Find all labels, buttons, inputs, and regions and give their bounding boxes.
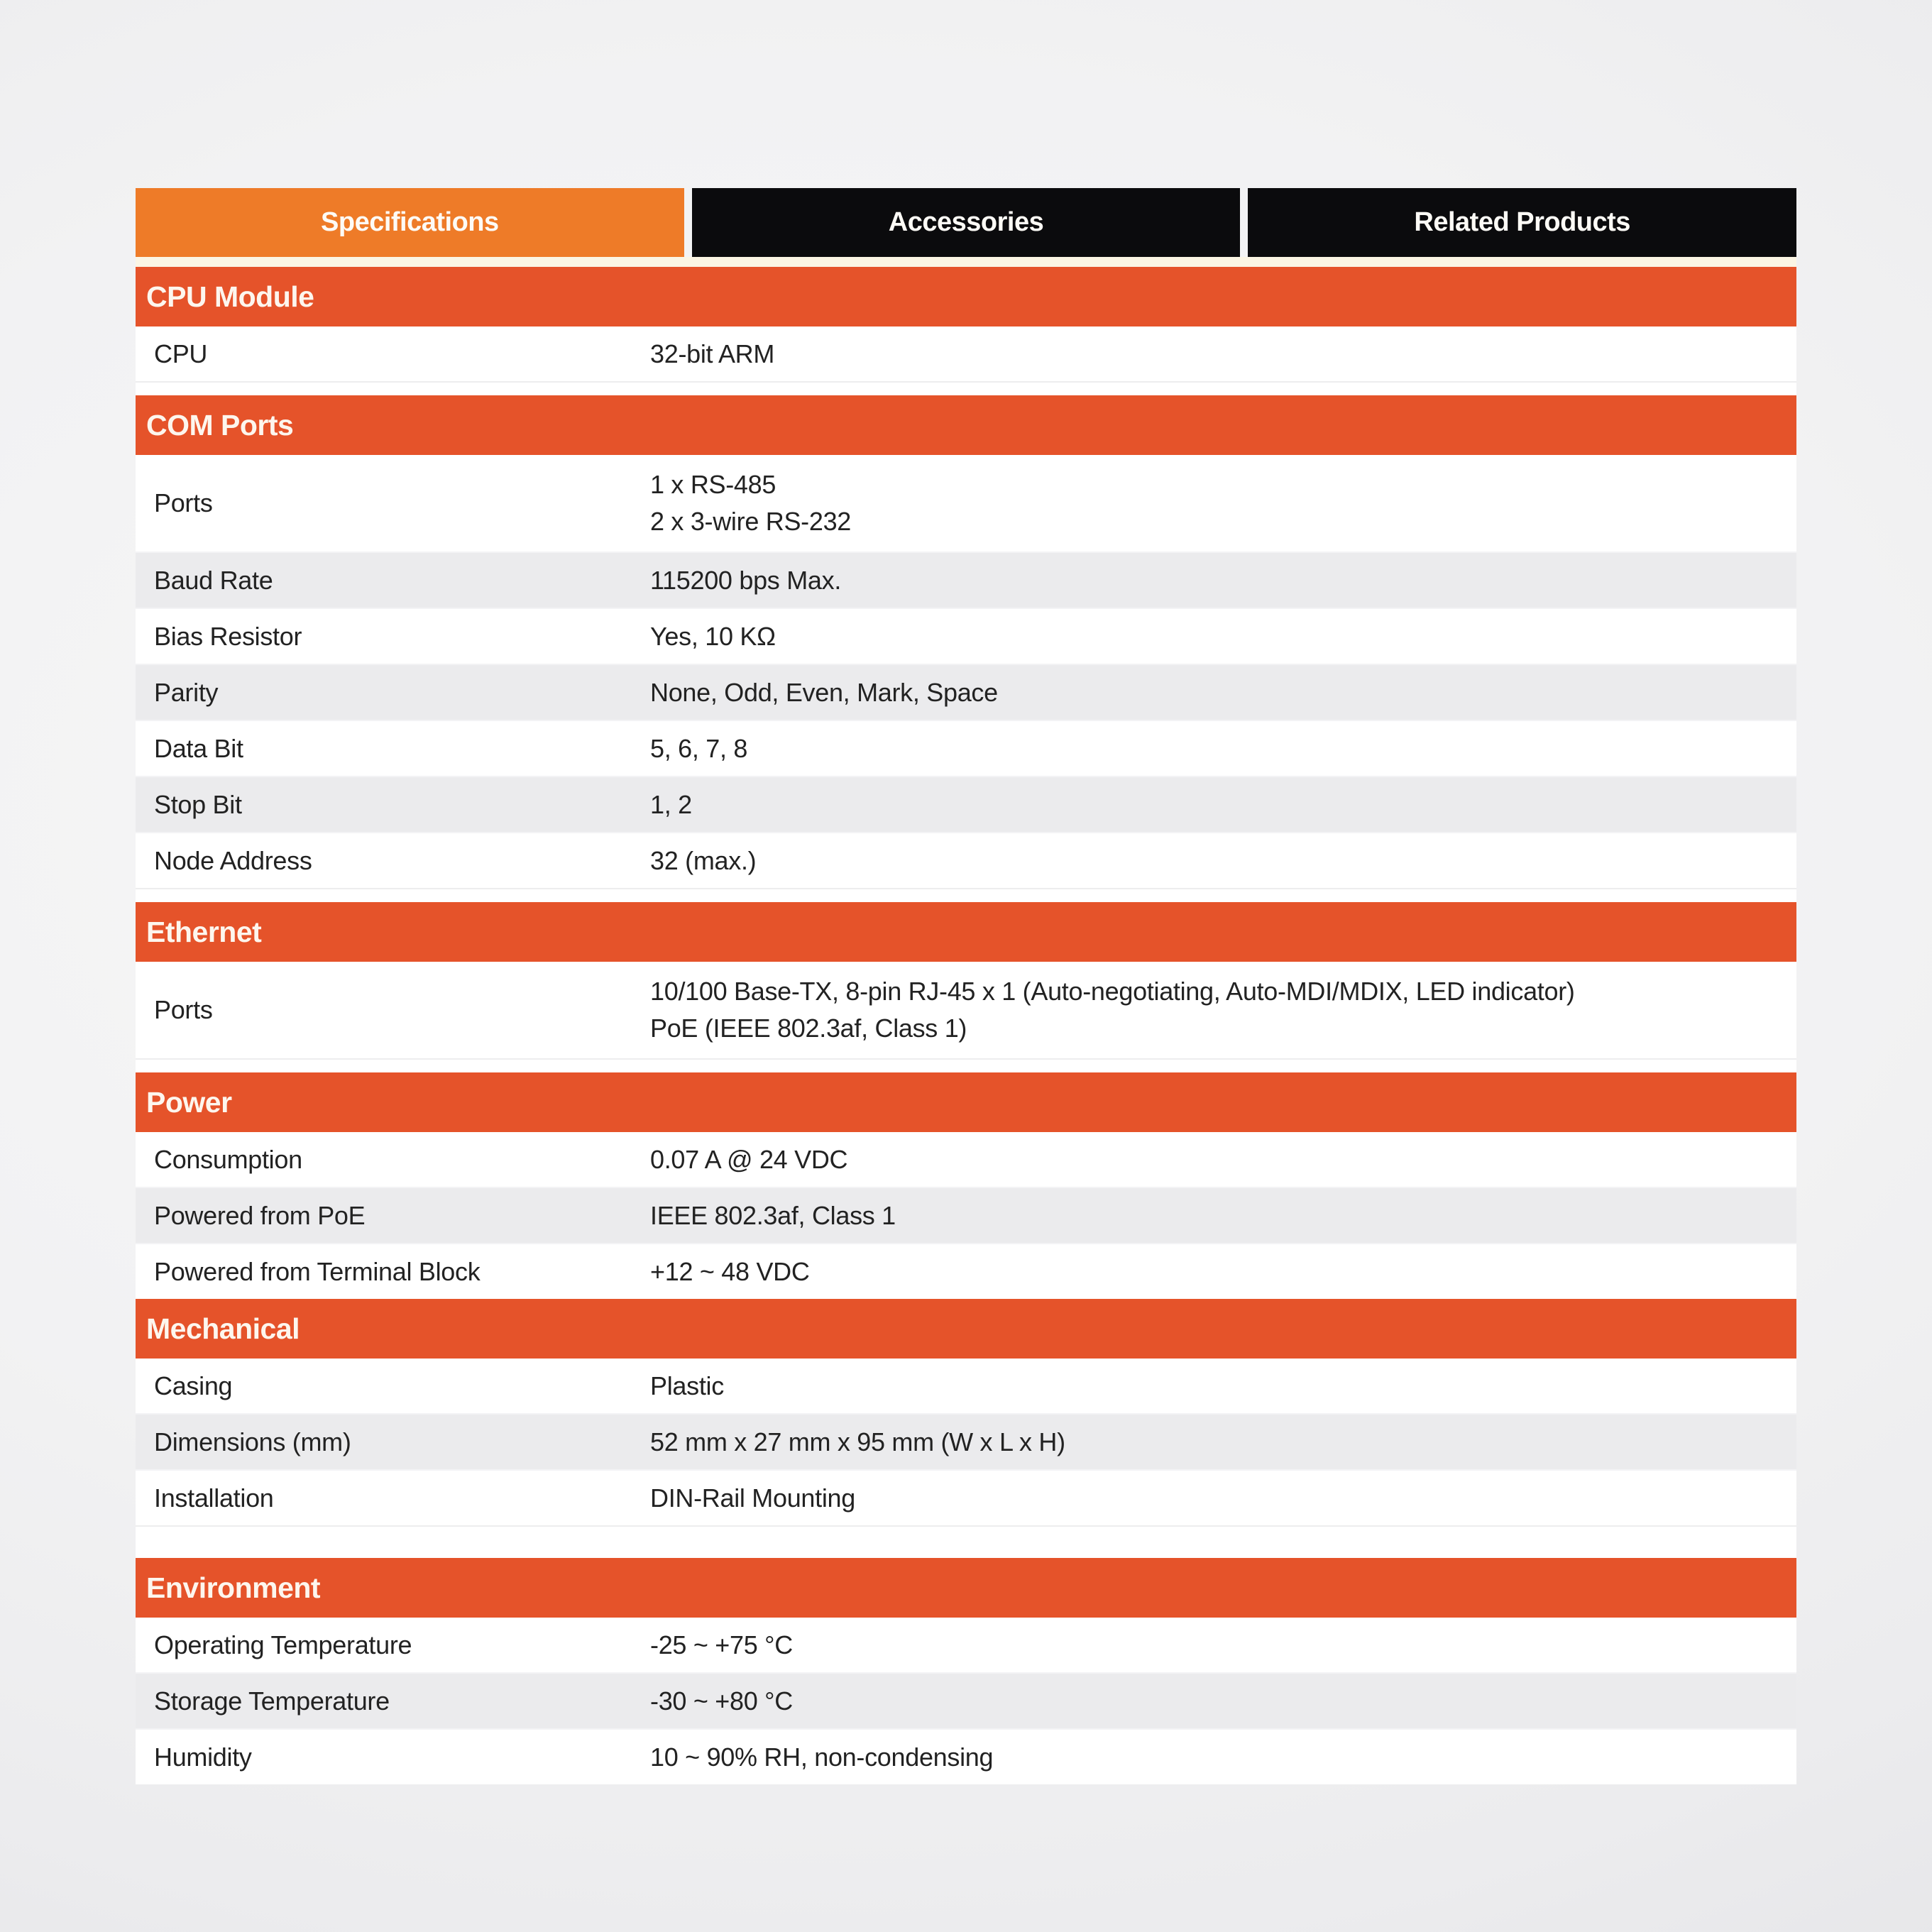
section-rows [136,1359,1796,1558]
tab-specifications[interactable]: Specifications [136,188,684,257]
tab-related-products[interactable]: Related Products [1248,188,1796,257]
row-casing [136,1359,1796,1413]
row-value-line: 32 (max.) [650,845,757,875]
section-ethernet [136,902,1796,1072]
row-value-line: 5, 6, 7, 8 [650,733,748,763]
row-value [650,336,1796,373]
row-value-line: Yes, 10 KΩ [650,621,776,651]
section-cpu-module [136,267,1796,395]
row-value-line: 10/100 Base-TX, 8-pin RJ-45 x 1 (Auto-negotiating, Auto-MDI/MDIX, LED indicator) [650,977,1575,1006]
row-node-address [136,833,1796,889]
row-powered-from-terminal-block [136,1244,1796,1299]
row-powered-from-poe [136,1187,1796,1244]
section-header: CPU Module [136,267,1796,326]
row-label: Ports [154,488,213,517]
section-header: Power [136,1072,1796,1132]
product-spec-panel [136,188,1796,1784]
section-rows [136,1132,1796,1299]
row-value [650,1739,1796,1776]
section-rows [136,455,1796,902]
row-consumption [136,1132,1796,1187]
row-label: Node Address [154,845,312,875]
row-installation [136,1471,1796,1527]
row-label: Casing [154,1371,233,1400]
row-value-line: 52 mm x 27 mm x 95 mm (W x L x H) [650,1427,1065,1456]
row-stop-bit [136,776,1796,833]
row-label: Powered from PoE [154,1200,366,1230]
row-value [650,466,1796,540]
row-label: Installation [154,1483,274,1513]
row-value-line: PoE (IEEE 802.3af, Class 1) [650,1014,967,1043]
row-value [650,1368,1796,1405]
row-value [650,786,1796,823]
row-storage-temperature [136,1672,1796,1730]
row-value [650,1480,1796,1517]
row-bias-resistor [136,609,1796,664]
row-value-line: 32-bit ARM [650,339,775,368]
row-value-line: 1, 2 [650,789,692,819]
row-operating-temperature [136,1618,1796,1672]
row-ports [136,962,1796,1060]
row-value [650,674,1796,711]
row-value-line: +12 ~ 48 VDC [650,1256,810,1286]
row-value [650,1197,1796,1234]
section-rows [136,326,1796,395]
section-header: Ethernet [136,902,1796,962]
row-value [650,730,1796,767]
row-humidity [136,1730,1796,1784]
row-value-line: 0.07 A @ 24 VDC [650,1144,848,1174]
row-label: Data Bit [154,733,243,763]
row-label: Dimensions (mm) [154,1427,351,1456]
row-label: Bias Resistor [154,621,302,651]
section-rows [136,1618,1796,1784]
row-label: Operating Temperature [154,1630,412,1659]
tab-table-divider [136,257,1796,267]
section-header: Environment [136,1558,1796,1618]
row-parity [136,664,1796,721]
row-label: Parity [154,677,219,707]
section-com-ports [136,395,1796,902]
section-mechanical [136,1299,1796,1558]
row-value-line: -25 ~ +75 °C [650,1630,793,1659]
row-baud-rate [136,551,1796,609]
section-header: Mechanical [136,1299,1796,1359]
row-cpu [136,326,1796,383]
row-value [650,562,1796,599]
row-value [650,1141,1796,1178]
row-value-line: 2 x 3-wire RS-232 [650,507,852,536]
row-value [650,1253,1796,1290]
row-value-line: 1 x RS-485 [650,470,776,499]
row-value [650,842,1796,879]
row-value [650,1424,1796,1461]
section-rows [136,962,1796,1072]
row-label: CPU [154,339,208,368]
row-label: Baud Rate [154,565,273,595]
row-value [650,1683,1796,1720]
row-value-line: Plastic [650,1371,724,1400]
row-value-line: None, Odd, Even, Mark, Space [650,677,998,707]
section-environment [136,1558,1796,1784]
row-label: Storage Temperature [154,1686,390,1716]
tab-accessories[interactable]: Accessories [692,188,1241,257]
row-dimensions-mm [136,1413,1796,1471]
tab-bar [136,188,1796,257]
row-value-line: -30 ~ +80 °C [650,1686,793,1716]
row-value-line: IEEE 802.3af, Class 1 [650,1200,896,1230]
row-label: Consumption [154,1144,302,1174]
row-label: Powered from Terminal Block [154,1256,481,1286]
spec-table [136,267,1796,1784]
row-value [650,618,1796,655]
row-label: Ports [154,995,213,1024]
section-power [136,1072,1796,1299]
row-value [650,973,1796,1047]
row-value [650,1627,1796,1664]
row-label: Stop Bit [154,789,242,819]
row-value-line: 10 ~ 90% RH, non-condensing [650,1742,994,1772]
row-label: Humidity [154,1742,252,1772]
row-ports [136,455,1796,551]
section-header: COM Ports [136,395,1796,455]
row-data-bit [136,721,1796,776]
row-value-line: 115200 bps Max. [650,565,842,595]
row-value-line: DIN-Rail Mounting [650,1483,855,1513]
